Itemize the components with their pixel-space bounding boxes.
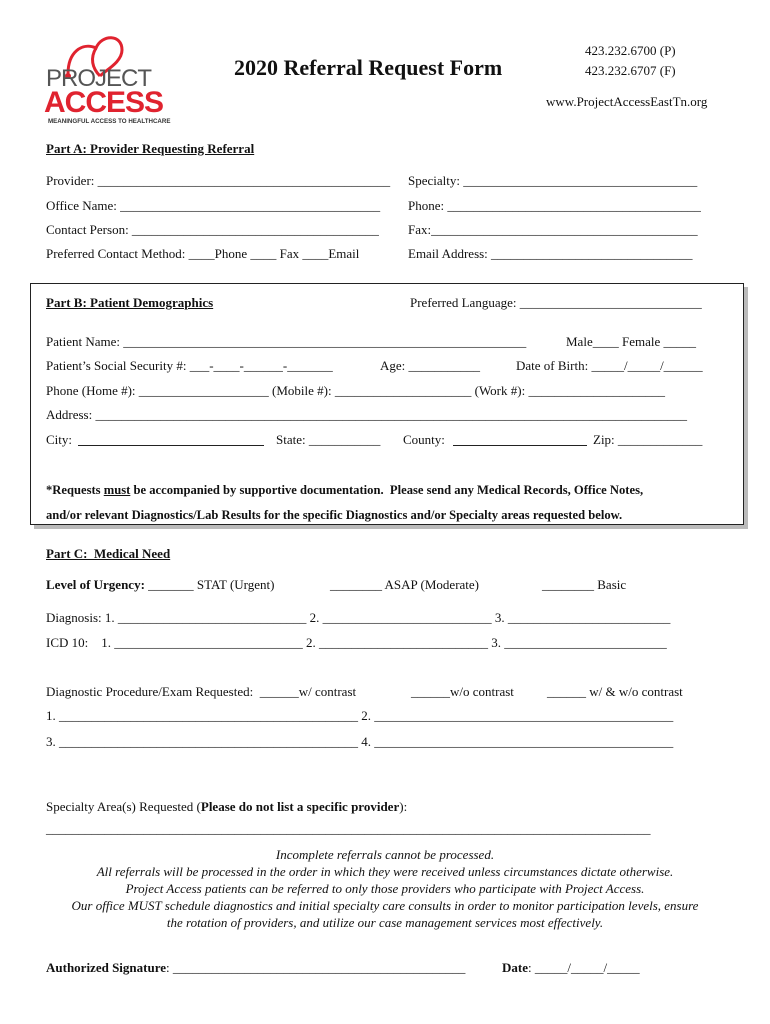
part-c-heading: Part C: Medical Need [46, 546, 171, 561]
note-incomplete: Incomplete referrals cannot be processed. [275, 847, 495, 862]
language-field[interactable]: Preferred Language: ____________________________ [410, 295, 702, 310]
contact-person-field[interactable]: Contact Person: ______________________________________ [46, 222, 379, 237]
documentation-note-line1 [46, 483, 643, 498]
logo-line1: PROJECT [46, 65, 152, 92]
project-access-logo [40, 30, 180, 130]
urgency-row[interactable] [46, 577, 274, 593]
signature-field[interactable]: : _____________________________________________ [166, 960, 466, 975]
county-field-line[interactable] [453, 433, 587, 446]
note-must: must [103, 483, 131, 497]
icd10-field[interactable]: ICD 10: 1. _____________________________ 2. __________________________ 3. _________________________ [46, 635, 667, 650]
contact-method-field[interactable]: Preferred Contact Method: ____Phone ____ Fax ____Email [46, 246, 360, 261]
procedure-line-2[interactable]: 3. ______________________________________________ 4. ______________________________________________ [46, 734, 674, 749]
dob-field[interactable]: Date of Birth: _____/_____/______ [516, 358, 703, 373]
urgency-basic[interactable]: ________ Basic [542, 577, 627, 592]
age-field[interactable]: Age: ___________ [380, 358, 481, 373]
state-field[interactable]: State: ___________ [276, 432, 381, 447]
notes-block [30, 846, 740, 931]
procedure-line-1[interactable]: 1. ______________________________________________ 2. ______________________________________________ [46, 708, 674, 723]
note-prefix: *Requests [46, 483, 104, 497]
signature-row[interactable] [46, 960, 465, 976]
header-fax: 423.232.6707 (F) [585, 63, 676, 78]
patient-name-field[interactable]: Patient Name: ______________________________________________________________ [46, 334, 527, 349]
office-phone-field[interactable]: Phone: _______________________________________ [408, 198, 701, 213]
urgency-stat[interactable]: _______ STAT (Urgent) [144, 577, 275, 592]
note-participation: Project Access patients can be referred to only those providers who participate with Project Access. [125, 881, 645, 896]
zip-field[interactable]: Zip: _____________ [593, 432, 703, 447]
specialty-requested-prefix: Specialty Area(s) Requested ( [46, 799, 201, 814]
specialty-requested-bold: Please do not list a specific provider [200, 799, 400, 814]
ssn-field[interactable]: Patient’s Social Security #: ___-____-______-_______ [46, 358, 333, 373]
provider-field[interactable]: Provider: _____________________________________________ [46, 173, 391, 188]
address-field[interactable]: Address: ___________________________________________________________________________________________ [46, 407, 687, 422]
part-b-heading: Part B: Patient Demographics [46, 295, 214, 310]
city-field-line[interactable] [78, 433, 264, 446]
documentation-note-line2: and/or relevant Diagnostics/Lab Results for the specific Diagnostics and/or Specialty areas requested below. [46, 508, 623, 522]
diagnosis-field[interactable]: Diagnosis: 1. _____________________________ 2. __________________________ 3. _________________________ [46, 610, 671, 625]
specialty-requested-label [46, 799, 407, 815]
header-website[interactable]: www.ProjectAccessEastTn.org [546, 94, 708, 109]
date-field[interactable]: : _____/_____/_____ [528, 960, 640, 975]
logo-tagline: MEANINGFUL ACCESS TO HEALTHCARE [48, 118, 171, 125]
date-label: Date [502, 960, 528, 975]
note-order: All referrals will be processed in the order in which they were received unless circumstances dictate otherwise. [96, 864, 674, 879]
city-label: City: [46, 432, 73, 447]
specialty-requested-field[interactable]: _____________________________________________________________________________________________ [46, 821, 651, 836]
office-fax-field[interactable]: Fax:_________________________________________ [408, 222, 698, 237]
specialty-field[interactable]: Specialty: ____________________________________ [408, 173, 698, 188]
signature-label: Authorized Signature [46, 960, 167, 975]
note-suffix: be accompanied by supportive documentation. Please send any Medical Records, Office Notes, [130, 483, 644, 497]
office-name-field[interactable]: Office Name: ________________________________________ [46, 198, 381, 213]
urgency-asap[interactable]: ________ ASAP (Moderate) [330, 577, 480, 592]
logo-line2: ACCESS [44, 86, 164, 119]
urgency-label: Level of Urgency: [46, 577, 145, 592]
procedure-without-contrast[interactable]: ______w/o contrast [411, 684, 514, 699]
date-row[interactable] [502, 960, 640, 976]
note-rotation: the rotation of providers, and utilize our case management services most effectively. [166, 915, 604, 930]
form-title: 2020 Referral Request Form [234, 55, 503, 80]
procedure-both[interactable]: ______ w/ & w/o contrast [547, 684, 683, 699]
gender-field[interactable]: Male____ Female _____ [566, 334, 696, 349]
header-phone: 423.232.6700 (P) [585, 43, 676, 58]
patient-phones-field[interactable]: Phone (Home #): ____________________ (Mobile #): _____________________ (Work #): _____________________ [46, 383, 665, 398]
part-a-heading: Part A: Provider Requesting Referral [46, 141, 255, 156]
specialty-requested-suffix: ): [399, 799, 408, 814]
county-label: County: [403, 432, 445, 447]
procedure-with-contrast[interactable]: Diagnostic Procedure/Exam Requested: ______w/ contrast [46, 684, 357, 699]
note-schedule: Our office MUST schedule diagnostics and initial specialty care consults in order to monitor participation levels, ensure [71, 898, 699, 913]
email-field[interactable]: Email Address: _______________________________ [408, 246, 693, 261]
